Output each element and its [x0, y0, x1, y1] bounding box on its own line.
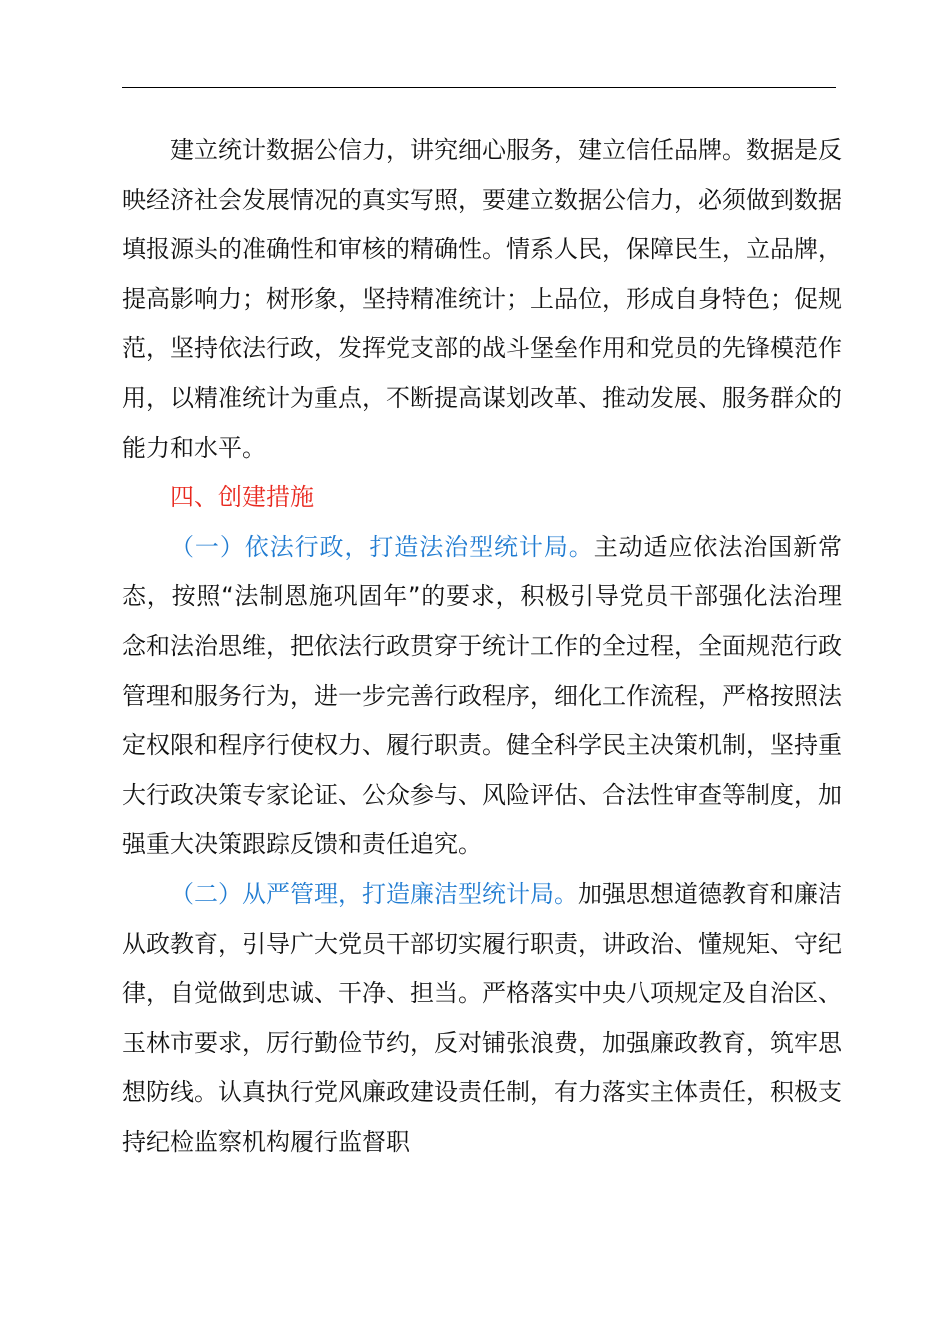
document-body [122, 126, 842, 1167]
measure-item-2-title: （二）从严管理，打造廉洁型统计局。 [170, 879, 578, 908]
section-heading-measures: 四、创建措施 [170, 483, 314, 512]
measure-item-1 [122, 523, 842, 870]
measure-item-1-title: （一）依法行政，打造法治型统计局。 [170, 532, 594, 561]
measure-item-2 [122, 870, 842, 1168]
measure-item-1-body: 主动适应依法治国新常态，按照“法制恩施巩固年”的要求，积极引导党员干部强化法治理念和法治思维，把依法行政贯穿于统计工作的全过程，全面规范行政管理和服务行为，进一步完善行政程序，细化工作流程，严格按照法定权限和程序行使权力、履行职责。健全科学民主决策机制，坚持重大行政决策专家论证、公众参与、风险评估、合法性审查等制度，加强重大决策跟踪反馈和责任追究。 [122, 532, 843, 859]
header-rule [122, 87, 836, 88]
measure-item-2-body: 加强思想道德教育和廉洁从政教育，引导广大党员干部切实履行职责，讲政治、懂规矩、守纪律，自觉做到忠诚、干净、担当。严格落实中央八项规定及自治区、玉林市要求，厉行勤俭节约，反对铺张浪费，加强廉政教育，筑牢思想防线。认真执行党风廉政建设责任制，有力落实主体责任，积极支持纪检监察机构履行监督职 [122, 879, 842, 1156]
paragraph-data-credibility: 建立统计数据公信力，讲究细心服务，建立信任品牌。数据是反映经济社会发展情况的真实写照，要建立数据公信力，必须做到数据填报源头的准确性和审核的精确性。情系人民，保障民生，立品牌，提高影响力；树形象，坚持精准统计；上品位，形成自身特色；促规范，坚持依法行政，发挥党支部的战斗堡垒作用和党员的先锋模范作用，以精准统计为重点，不断提高谋划改革、推动发展、服务群众的能力和水平。 [122, 136, 842, 462]
